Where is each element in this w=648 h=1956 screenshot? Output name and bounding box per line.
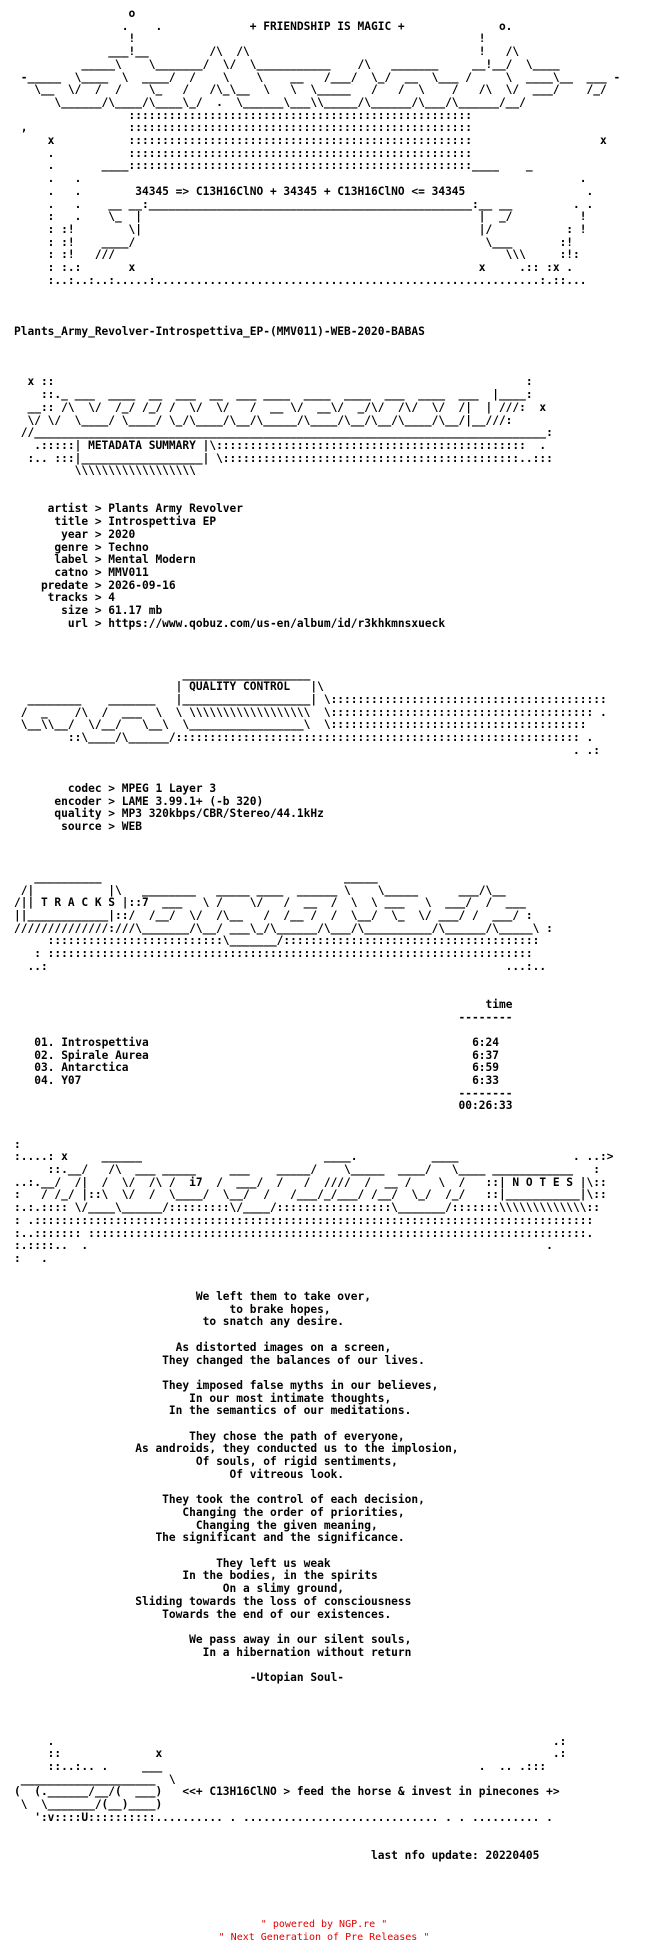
metadata-line: predate > 2026-09-16 (14, 578, 176, 592)
track-number: 02. (34, 1048, 55, 1062)
metadata-line: tracks > 4 (14, 591, 116, 605)
track-time: 6:24 (472, 1035, 500, 1049)
metadata-url-line: url > https://www.qobuz.com/us-en/album/id/r3khkmnsxueck (14, 616, 446, 630)
outro-ascii-art: . .: :: x .: ::..:.. . ___ . .. .::: ____________________ \ ( (.______/__/( ___) <<+ C13H16ClNO > feed the horse & invest in pinecones +> \ \_______/(__)____) ':v::::U::::::::::.......... . ............................. . . .......... . (14, 1734, 567, 1824)
footer-tagline: " Next Generation of Pre Releases " (218, 1932, 430, 1943)
track-title: Antarctica (61, 1061, 129, 1075)
release-name: Plants_Army_Revolver-Introspettiva_EP-(MMV011)-WEB-2020-BABAS (14, 324, 425, 338)
notes-ascii-art: : :....: x ______ ____. ____ . ..:> ::.__/ /\ ___ _____ ___ _____/ \_____ ____/ \____ ____________ : ..:.__/ /| / \/ /\ / i7 / ___/ / / //// / __ / \ / ::| N O T E S |\:: : / /_/ |::\ \/ / \____/ \__/ / /___/_/___/ /__/ \_/ /_/ ::|___________|\:: :.:.:::: \/____\______/:::::::::\/____/:::::::::::::::::\_______/:::::::\\\\\\\\\\\\\:: : .::::::::::::::::::::::::::::::::::::::::::::::::::::::::::::::::::::::::::::::::::: :..::::::: ::::::::::::::::::::::::::::::::::::::::::::::::::::::::::::::::::::::::::. :.::::.. . . : . (14, 1137, 614, 1265)
tracks-ascii-art: __________ _____ /| |\ ________ _____ ____ ______ \ \_____ ___/\__ /|| T R A C K S |::7 ___ \ / \/ / __ / \ \ ___ \ ___/ / ___ ||____________|::/ /__/ \/ /\__ / /__ / / \__/ \_ \/ ___/ / ___/ : //////////////:///\_______/\__/ ___\_/\______/\___/\__________/\______/\_____\ : ::::::::::::::::::::::::::\_______/:::::::::::::::::::::::::::::::::::::: : :::::::::::::::::::::::::::::::::::::::::::::::::::::::::::::::::::::::: ..: ...:.. (14, 870, 553, 973)
tracks-rule: -------- (458, 1086, 513, 1100)
metadata-line: year > 2020 (14, 527, 136, 541)
metadata-line: catno > MMV011 (14, 565, 149, 579)
tracks-time-header: time (485, 997, 513, 1011)
track-time: 6:59 (472, 1061, 500, 1075)
metadata-line: genre > Techno (14, 540, 149, 554)
header-ascii-art: o . . + FRIENDSHIP IS MAGIC + o. ! ! ___!__ /\ /\ ! /\ _____\ \_______/ \/ \___________ /\ _______ __!__/ \____ -_____ \____ \ ____/ / \ \ __ /___/ \_/ __ \___ / \ ____\__ ___ - \__ \/ / / \_ / /\_\__ \ \ \_____ / / \ / /\ \/ ___/ /_/ \______/\____/\____\_/ . \______\___\\_____/\______/\___/\______/__/ ::::::::::::::::::::::::::::::::::::::::::::::::::: , ::::::::::::::::::::::::::::::::::::::::::::::::::: x ::::::::::::::::::::::::::::::::::::::::::::::::::: x . ::::::::::::::::::::::::::::::::::::::::::::::::::: . ____:::::::::::::::::::::::::::::::::::::::::::::::::::____ _ . . . . . 34345 => C13H16ClNO + 34345 + C13H16ClNO <= 34345 . . . __ __:________________________________________________:__ __ . . : . \_ | | _/ ! : :! \| |/ : ! : :! ____/ \___ :! : :! /// \\\ :!: : :.: x x .:: :x . :..:..:..:.....:.........................................................:.::... (20, 7, 621, 287)
track-time: 6:33 (472, 1074, 500, 1088)
metadata-line: label > Mental Modern (14, 553, 196, 567)
quality-line: source > WEB (14, 820, 142, 833)
track-row (14, 1075, 634, 1088)
metadata-line: size > 61.17 mb (14, 604, 163, 618)
notes-poem: We left them to take over, to brake hopes, to snatch any desire. As distorted images on a screen, They changed the balances of our lives. They imposed false myths in our believes, In our most intimate thoughts, In the semantics of our meditations. They chose the path of everyone, As androids, they conducted us to the implosion, Of souls, of rigid sentiments, Of vitreous look. They took the control of each decision, Changing the order of priorities, Changing the given meaning, The significant and the significance. They left us weak In the bodies, in the spirits On a slimy ground, Sliding towards the loss of consciousness Towards the end of our existences. We pass away in our silent souls, In a hibernation without return -Utopian Soul- (135, 1290, 459, 1685)
footer (0, 1918, 648, 1944)
tracks-total-time: 00:26:33 (458, 1099, 513, 1113)
track-title: Y07 (61, 1074, 82, 1088)
nfo-document (14, 8, 634, 1863)
track-time: 6:37 (472, 1048, 500, 1062)
track-title: Introspettiva (61, 1035, 149, 1049)
track-number: 01. (34, 1035, 55, 1049)
metadata-line: artist > Plants Army Revolver (14, 502, 244, 516)
track-number: 03. (34, 1061, 55, 1075)
quality-line: encoder > LAME 3.99.1+ (-b 320) (14, 794, 264, 808)
track-title: Spirale Aurea (61, 1048, 149, 1062)
tracks-rule: -------- (458, 1010, 513, 1024)
metadata-list (14, 503, 634, 630)
tracklist (14, 999, 634, 1113)
quality-line: codec > MPEG 1 Layer 3 (14, 781, 217, 795)
quality-list (14, 783, 634, 834)
last-nfo-update: last nfo update: 20220405 (14, 1848, 540, 1862)
footer-powered-by: " powered by NGP.re " (260, 1919, 388, 1930)
metadata-ascii-art: x :: : ::._ ___ ____ __ ___ __ ___ ____ ____ ____ ___ ____ ___ |____: __:: /\ \/ /_/ /_/ / \/ \/ / __ \/ __\/ _/\/ /\/ \/ /| | ///: x \/ \/ \____/ \____/ \_/\____/\__/\_____/\____/\__/\__/\____/\__/|__///: //____________________________________________________________________________: .:::::| METADATA SUMMARY |\:::::::::::::::::::::::::::::::::::::::::::::: . :.. :::|__________________| \::::::::::::::::::::::::::::::::::::::::::::..::: \\\\\\\\\\\\\\\\\\ (20, 375, 553, 478)
metadata-line: title > Introspettiva EP (14, 515, 217, 529)
quality-ascii-art: ___________________ | QUALITY CONTROL |\ ________ _______ |___________________| \::::::::::::::::::::::::::::::::::::::::: / _ /\ / ___ \ \ \\\\\\\\\\\\\\\\\\ \::::::::::::::::::::::::::::::::::::::: . \__\\__/ \/__/ \__\ \_________________\ \:::::::::::::::::::::::::::::::::::::: ::\____/\______/:::::::::::::::::::::::::::::::::::::::::::::::::::::::::::: . . .: (20, 667, 607, 757)
quality-line: quality > MP3 320kbps/CBR/Stereo/44.1kHz (14, 807, 324, 821)
track-number: 04. (34, 1074, 55, 1088)
